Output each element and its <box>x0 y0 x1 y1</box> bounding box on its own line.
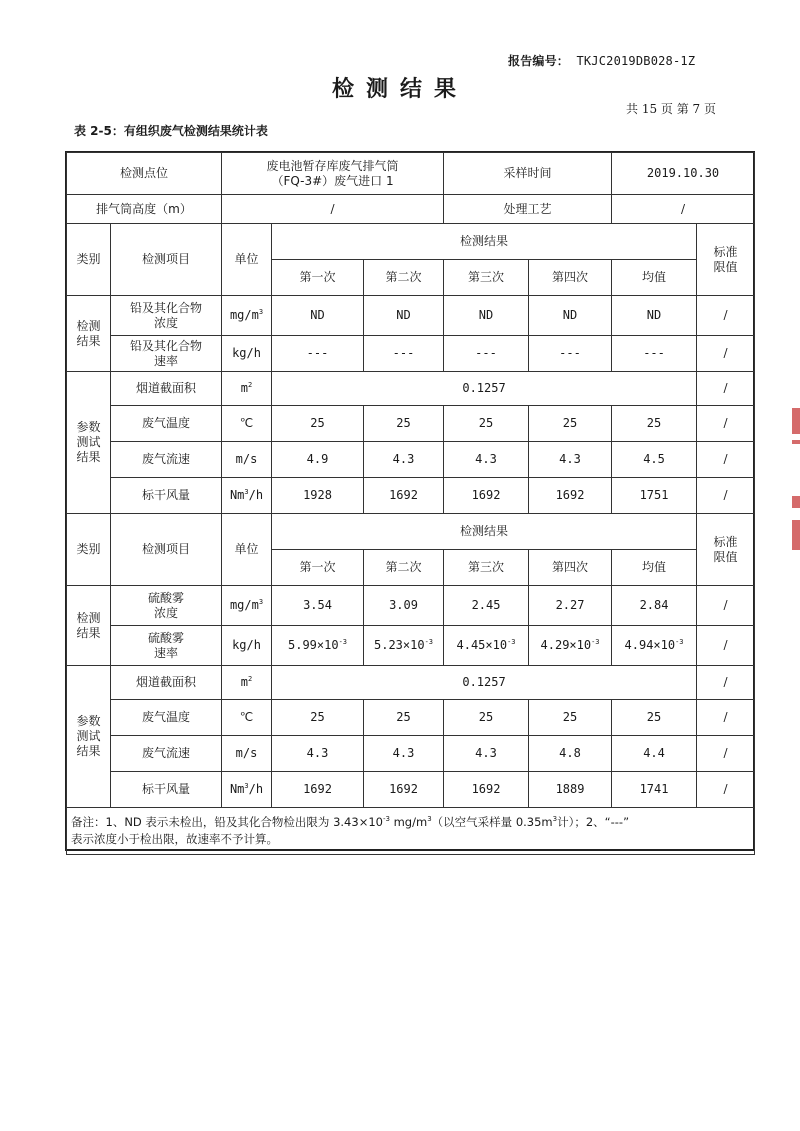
value-cell: ND <box>364 296 444 336</box>
standard-cell: / <box>697 626 755 666</box>
value-base: 4.94×10 <box>624 638 676 652</box>
value-cell: 3.54 <box>272 586 364 626</box>
standard-header-line1: 标准 <box>713 244 738 259</box>
unit-sup: 3 <box>244 782 249 790</box>
value-cell: 1692 <box>444 478 529 514</box>
standard-cell: / <box>697 478 755 514</box>
value-cell: 25 <box>612 700 697 736</box>
item-line2: 速率 <box>154 353 179 368</box>
value-cell: 1692 <box>364 772 444 808</box>
category-line1: 参数 <box>76 420 101 434</box>
value-cell: 25 <box>529 700 612 736</box>
table-row <box>67 372 755 406</box>
run-header-mean: 均值 <box>612 260 697 296</box>
item-line2: 速率 <box>154 645 179 660</box>
unit-cell: kg/h <box>222 626 272 666</box>
unit-cell <box>222 372 272 406</box>
unit-sup: 3 <box>258 598 264 606</box>
category-result <box>67 296 111 372</box>
item-line1: 铅及其化合物 <box>130 338 203 353</box>
category-line1: 检测 <box>76 610 101 625</box>
value-cell: 2.45 <box>444 586 529 626</box>
unit-cell: m/s <box>222 442 272 478</box>
unit-cell <box>222 666 272 700</box>
category-param <box>67 666 111 808</box>
standard-header-line2: 限值 <box>713 549 738 564</box>
value-cell: --- <box>444 336 529 372</box>
category-line2: 结果 <box>76 333 101 348</box>
standard-header <box>697 224 755 296</box>
unit-text: m <box>240 675 249 689</box>
report-number-value: TKJC2019DB028-1Z <box>576 54 696 68</box>
note-sup: 3 <box>552 815 558 824</box>
value-cell: ND <box>444 296 529 336</box>
unit-sup: 3 <box>244 488 249 496</box>
value-cell: 25 <box>444 700 529 736</box>
item-line2: 浓度 <box>154 605 179 620</box>
item-line1: 硫酸雾 <box>148 590 185 605</box>
standard-cell: / <box>697 666 755 700</box>
standard-cell: / <box>697 772 755 808</box>
value-cell: 25 <box>612 406 697 442</box>
value-cell: 4.3 <box>444 442 529 478</box>
table-row <box>67 700 755 736</box>
standard-cell: / <box>697 296 755 336</box>
run-header-1: 第一次 <box>272 260 364 296</box>
unit-text: /h <box>248 488 264 502</box>
note-line1 <box>71 814 750 831</box>
run-header-1: 第一次 <box>272 550 364 586</box>
standard-header <box>697 514 755 586</box>
standard-cell: / <box>697 406 755 442</box>
value-cell <box>612 626 697 666</box>
value-cell: --- <box>529 336 612 372</box>
value-cell: 1692 <box>444 772 529 808</box>
item-cell: 废气温度 <box>111 406 222 442</box>
value-cell: 4.8 <box>529 736 612 772</box>
value-cell: 25 <box>444 406 529 442</box>
results-header: 检测结果 <box>272 514 697 550</box>
table-row <box>67 586 755 626</box>
seal-stamp-fragment <box>792 408 800 434</box>
results-table <box>66 152 755 855</box>
value-exp: -3 <box>338 638 348 646</box>
value-cell: 3.09 <box>364 586 444 626</box>
value-cell: 4.5 <box>612 442 697 478</box>
value-cell: 1751 <box>612 478 697 514</box>
unit-cell: ℃ <box>222 700 272 736</box>
value-cell: 4.3 <box>529 442 612 478</box>
item-cell: 标干风量 <box>111 772 222 808</box>
value-exp: -3 <box>424 638 434 646</box>
table-row <box>67 666 755 700</box>
note-text: mg/m <box>389 815 428 829</box>
value-cell: --- <box>364 336 444 372</box>
value-cell: ND <box>612 296 697 336</box>
unit-sup: 2 <box>248 381 253 389</box>
category-line1: 检测 <box>76 318 101 333</box>
table-row <box>67 296 755 336</box>
value-cell: 25 <box>529 406 612 442</box>
value-exp: -3 <box>591 638 600 646</box>
table-row <box>67 626 755 666</box>
value-cell <box>272 626 364 666</box>
item-cell <box>111 296 222 336</box>
unit-text: Nm <box>229 488 245 502</box>
height-value: / <box>222 195 444 224</box>
category-header: 类别 <box>67 514 111 586</box>
value-cell: 1692 <box>364 478 444 514</box>
page-count: 共 15 页 第 7 页 <box>626 102 716 116</box>
value-base: 4.29×10 <box>540 638 592 652</box>
value-cell <box>529 626 612 666</box>
item-cell: 废气流速 <box>111 736 222 772</box>
value-base: 4.45×10 <box>456 638 508 652</box>
value-base: 5.23×10 <box>374 638 425 652</box>
category-result <box>67 586 111 666</box>
note-sup: -3 <box>382 815 390 824</box>
seal-stamp-fragment <box>792 440 800 444</box>
item-cell <box>111 336 222 372</box>
value-cell <box>364 626 444 666</box>
item-header: 检测项目 <box>111 224 222 296</box>
run-header-3: 第三次 <box>444 260 529 296</box>
table-row <box>67 772 755 808</box>
run-header-4: 第四次 <box>529 260 612 296</box>
note-text: 计）；2、“---” <box>557 815 630 829</box>
item-cell: 烟道截面积 <box>111 372 222 406</box>
note-line2: 表示浓度小于检出限，故速率不予计算。 <box>71 832 278 846</box>
table-row <box>67 406 755 442</box>
note-text: 备注：1、ND 表示未检出，铅及其化合物检出限为 3.43×10 <box>71 815 383 829</box>
report-number-label: 报告编号： <box>508 54 570 68</box>
point-value-line2: （FQ-3#）废气进口 1 <box>271 173 394 188</box>
standard-cell: / <box>697 442 755 478</box>
point-label: 检测点位 <box>67 153 222 195</box>
info-row-point <box>67 153 755 195</box>
category-param <box>67 372 111 514</box>
block1-header-row <box>67 224 755 260</box>
value-cell: 1889 <box>529 772 612 808</box>
category-line2: 测试 <box>76 435 101 449</box>
unit-text: mg/m <box>229 598 259 612</box>
item-line1: 硫酸雾 <box>148 630 185 645</box>
value-cell: 1692 <box>272 772 364 808</box>
table-row <box>67 336 755 372</box>
item-line2: 浓度 <box>154 315 179 330</box>
time-value: 2019.10.30 <box>612 153 755 195</box>
seal-stamp-fragment <box>792 520 800 550</box>
category-header: 类别 <box>67 224 111 296</box>
value-exp: -3 <box>675 638 684 646</box>
value-cell: 25 <box>364 700 444 736</box>
value-cell: 25 <box>272 406 364 442</box>
value-cell: 4.3 <box>364 442 444 478</box>
table-row <box>67 736 755 772</box>
value-cell: 1692 <box>529 478 612 514</box>
page-title: 检测结果 <box>331 77 468 102</box>
unit-cell: m/s <box>222 736 272 772</box>
run-header-2: 第二次 <box>364 550 444 586</box>
item-cell: 废气温度 <box>111 700 222 736</box>
note-text: （以空气采样量 0.35m <box>431 815 553 829</box>
unit-text: mg/m <box>229 308 259 322</box>
report-number <box>508 52 695 69</box>
table-row <box>67 478 755 514</box>
results-header: 检测结果 <box>272 224 697 260</box>
category-line3: 结果 <box>76 450 101 464</box>
value-cell: 4.3 <box>272 736 364 772</box>
standard-cell: / <box>697 372 755 406</box>
run-header-4: 第四次 <box>529 550 612 586</box>
standard-cell: / <box>697 736 755 772</box>
unit-text: m <box>240 381 249 395</box>
standard-header-line1: 标准 <box>713 534 738 549</box>
category-line2: 结果 <box>76 625 101 640</box>
category-line2: 测试 <box>76 729 101 743</box>
seal-stamp-fragment <box>792 496 800 508</box>
value-exp: -3 <box>507 638 516 646</box>
item-cell <box>111 586 222 626</box>
value-cell: 4.9 <box>272 442 364 478</box>
item-cell: 烟道截面积 <box>111 666 222 700</box>
value-cell: ND <box>272 296 364 336</box>
category-line3: 结果 <box>76 744 101 758</box>
value-cell: 4.3 <box>364 736 444 772</box>
process-label: 处理工艺 <box>444 195 612 224</box>
info-row-height <box>67 195 755 224</box>
unit-sup: 3 <box>258 308 264 316</box>
value-cell: 4.3 <box>444 736 529 772</box>
unit-text: Nm <box>229 782 245 796</box>
value-cell: 1928 <box>272 478 364 514</box>
standard-cell: / <box>697 336 755 372</box>
merged-value-cell: 0.1257 <box>272 666 697 700</box>
time-label: 采样时间 <box>444 153 612 195</box>
category-line1: 参数 <box>76 714 101 728</box>
unit-header: 单位 <box>222 514 272 586</box>
unit-cell <box>222 478 272 514</box>
process-value: / <box>612 195 755 224</box>
value-cell: --- <box>612 336 697 372</box>
value-cell: 25 <box>364 406 444 442</box>
value-cell: 2.27 <box>529 586 612 626</box>
run-header-3: 第三次 <box>444 550 529 586</box>
item-cell: 废气流速 <box>111 442 222 478</box>
value-cell: 2.84 <box>612 586 697 626</box>
unit-cell: ℃ <box>222 406 272 442</box>
note-sup: 3 <box>427 815 432 824</box>
value-base: 5.99×10 <box>288 638 339 652</box>
unit-sup: 2 <box>248 675 253 683</box>
value-cell <box>444 626 529 666</box>
value-cell: 25 <box>272 700 364 736</box>
item-cell <box>111 626 222 666</box>
value-cell: --- <box>272 336 364 372</box>
table-caption: 表 2-5：有组织废气检测结果统计表 <box>74 124 268 138</box>
unit-cell <box>222 586 272 626</box>
note-cell <box>67 808 755 855</box>
block2-header-row <box>67 514 755 550</box>
run-header-2: 第二次 <box>364 260 444 296</box>
standard-header-line2: 限值 <box>713 259 738 274</box>
point-value-line1: 废电池暂存库废气排气筒 <box>266 158 399 173</box>
item-line1: 铅及其化合物 <box>130 300 203 315</box>
height-label: 排气筒高度（m） <box>67 195 222 224</box>
value-cell: 1741 <box>612 772 697 808</box>
standard-cell: / <box>697 586 755 626</box>
merged-value-cell: 0.1257 <box>272 372 697 406</box>
unit-header: 单位 <box>222 224 272 296</box>
unit-cell <box>222 296 272 336</box>
value-cell: ND <box>529 296 612 336</box>
value-cell: 4.4 <box>612 736 697 772</box>
unit-text: /h <box>248 782 264 796</box>
standard-cell: / <box>697 700 755 736</box>
run-header-mean: 均值 <box>612 550 697 586</box>
table-row <box>67 442 755 478</box>
unit-cell <box>222 772 272 808</box>
note-row <box>67 808 755 855</box>
item-header: 检测项目 <box>111 514 222 586</box>
unit-cell: kg/h <box>222 336 272 372</box>
item-cell: 标干风量 <box>111 478 222 514</box>
point-value <box>222 153 444 195</box>
